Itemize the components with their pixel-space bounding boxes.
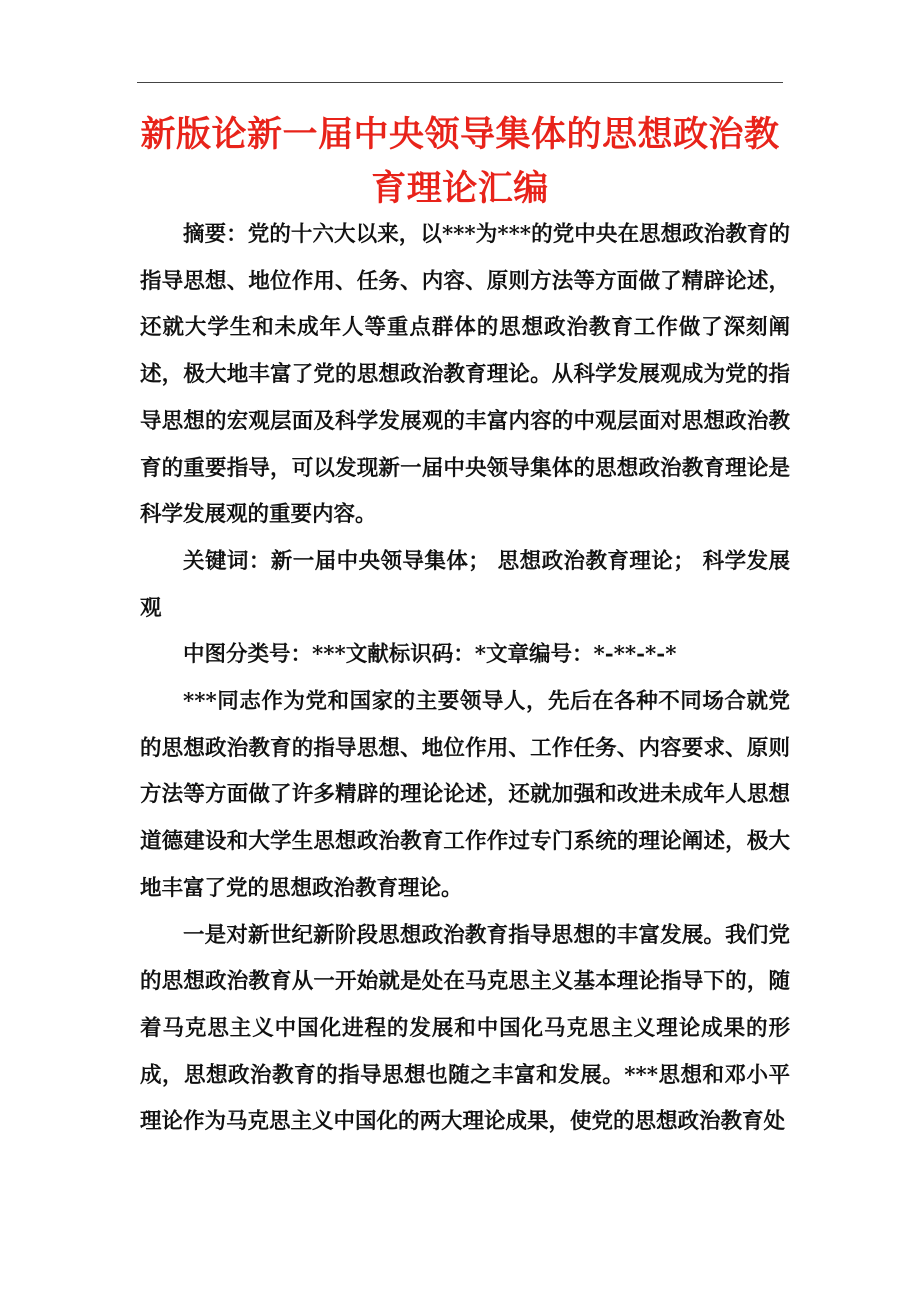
classification-paragraph: 中图分类号：***文献标识码：*文章编号：*-**-*-* [183, 642, 677, 668]
document-body [140, 212, 790, 1146]
keywords-paragraph: 关键词：新一届中央领导集体； 思想政治教育理论； 科学发展观 [140, 548, 790, 621]
body-paragraph: 一是对新世纪新阶段思想政治教育指导思想的丰富发展。我们党的思想政治教育从一开始就是处在马克思主义基本理论指导下的，随着马克思主义中国化进程的发展和中国化马克思主义理论成果的形成，思想政治教育的指导思想也随之丰富和发展。***思想和邓小平理论作为马克思主义中国化的两大理论成果，使党的思想政治教育处 [140, 922, 790, 1135]
body-paragraph: ***同志作为党和国家的主要领导人，先后在各种不同场合就党的思想政治教育的指导思想、地位作用、工作任务、内容要求、原则方法等方面做了许多精辟的理论论述，还就加强和改进未成年人思想道德建设和大学生思想政治教育工作作过专门系统的理论阐述，极大地丰富了党的思想政治教育理论。 [140, 689, 790, 901]
abstract-paragraph: 摘要：党的十六大以来，以***为***的党中央在思想政治教育的指导思想、地位作用、任务、内容、原则方法等方面做了精辟论述，还就大学生和未成年人等重点群体的思想政治教育工作做了深刻阐述，极大地丰富了党的思想政治教育理论。从科学发展观成为党的指导思想的宏观层面及科学发展观的丰富内容的中观层面对思想政治教育的重要指导，可以发现新一届中央领导集体的思想政治教育理论是科学发展观的重要内容。 [140, 222, 790, 528]
document-title: 新版论新一届中央领导集体的思想政治教育理论汇编 [140, 114, 780, 209]
header-rule [137, 82, 783, 83]
